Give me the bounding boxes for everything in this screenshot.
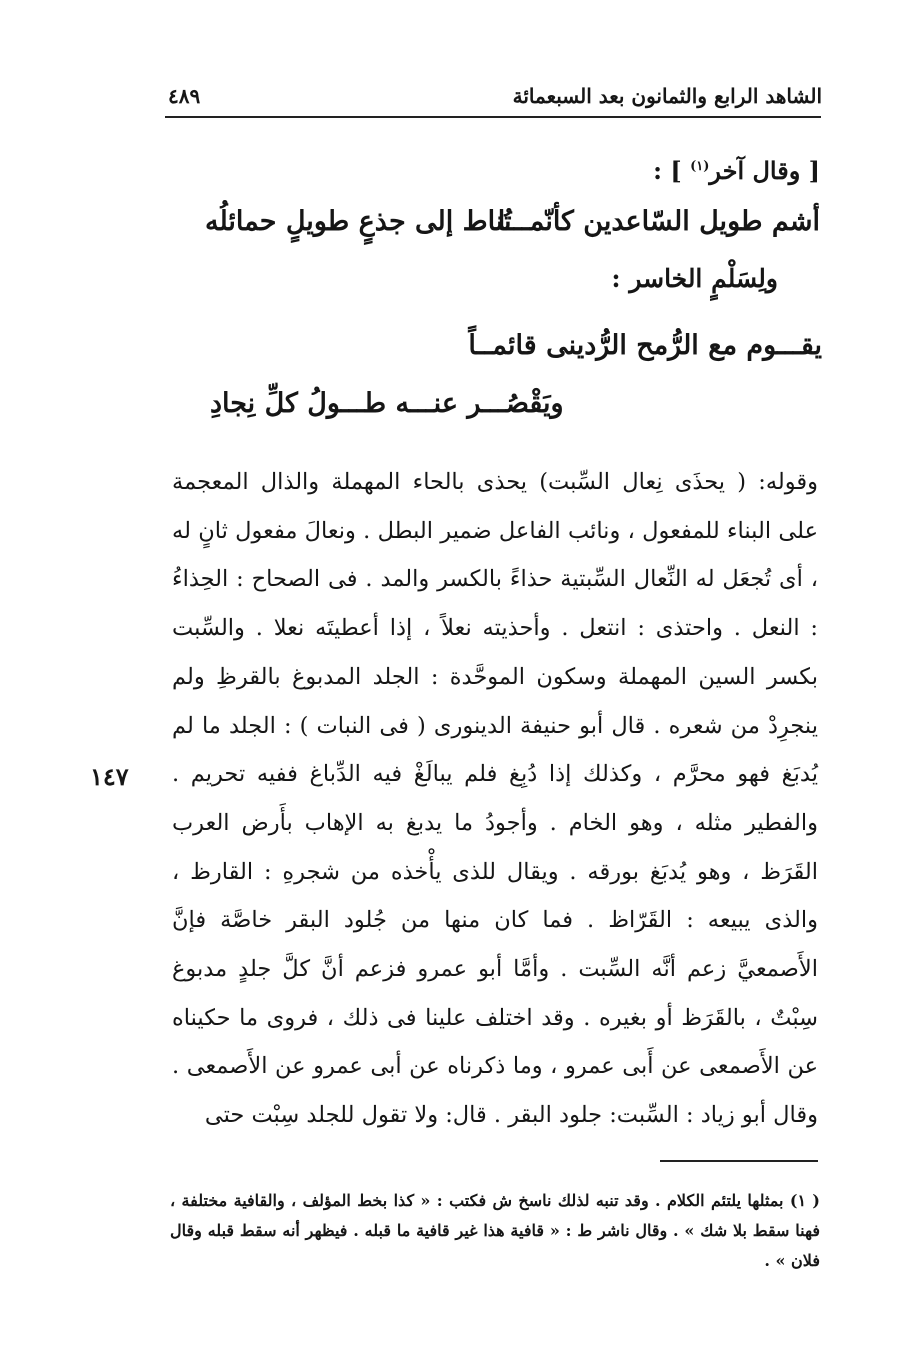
poet2-intro: ولِسَلْمٍ الخاسر : [611,264,778,293]
verse1-first-hemistich: أشم طويل السّاعدين كأنّمـــا [497,206,820,237]
header-divider [165,116,821,118]
footnote: ( ١) بمثلها يلتئم الكلام . وقد تنبه لذلك ناسخ ش فكتب : « كذا بخط المؤلف ، والقافية مختلفة ، فهنا سقط بلا شك » . وقال ناشر ط : « قافية هذا غير قافية ما قبله . فيظهر أنه سقط قبله وقال فلان » . [170,1191,820,1270]
verse1-second-hemistich: تُناط إلى جذعٍ طويلٍ حمائلُه [205,206,512,237]
poem-intro [653,156,820,185]
poem-intro-text: [ وقال آخر [709,156,820,185]
running-header-title: الشاهد الرابع والثمانون بعد السبعمائة [512,84,822,108]
margin-number: ١٤٧ [90,762,129,791]
verse2-first-hemistich: يقـــوم مع الرُّمح الرُّدينى قائمــاً [468,330,822,361]
footnote-divider [660,1160,818,1162]
commentary-body [172,458,818,1140]
footnote-ref: (١) [690,159,710,174]
commentary-paragraph: وقوله: ( يحذَى نِعال السِّبت) يحذى بالحاء المهملة والذال المعجمة على البناء للمفعول ، ونائب الفاعل ضمير البطل . ونعالَ مفعول ثانٍ له ، أى تُجعَل له النِّعال السِّبتية حذاءً بالكسر والمد . فى الصحاح : الحِذاءُ : النعل . واحتذى : انتعل . وأحذيته نعلاً ، إذا أعطيتَه نعلا . والسِّبت بكسر السين المهملة وسكون الموحَّدة : الجلد المدبوغ بالقرظِ ولم ينجرِدْ من شعره . قال أبو حنيفة الدينورى ( فى النبات ) : الجلد ما لم يُدبَغ فهو محرَّم ، وكذلك إذا دُبِغ فلم يبالَغْ فيه الدِّباغ ففيه تحريم . والفطير مثله ، وهو الخام . وأجودُ ما يدبغ به الإهاب بأَرض العرب القَرَظ ، وهو يُدبَغ بورقه . ويقال للذى يأْخذه من شجرهِ : القارظ ، والذى يبيعه : القَرّاظ . فما كان منها من جُلود البقر خاصَّة فإنَّ الأَصمعيَّ زعم أنَّه السِّبت . وأمَّا أبو عمرو فزعم أنَّ كلَّ جلدٍ مدبوغ سِبْتٌ ، بالقَرَظ أو بغيره . وقد اختلف علينا فى ذلك ، فروى ما حكيناه عن الأَصمعى عن أَبى عمرو ، وما ذكرناه عن أبى عمرو عن الأَصمعى . وقال أبو زياد : السِّبت: جلود البقر . قال: ولا تقول للجلد سِبْت حتى [172,469,818,1129]
page-number: ٤٨٩ [168,84,201,108]
poem-intro-end: ] : [653,156,682,185]
verse2-second-hemistich: ويَقْصُـــر عنـــه طـــولُ كلِّ نِجادِ [210,388,564,419]
